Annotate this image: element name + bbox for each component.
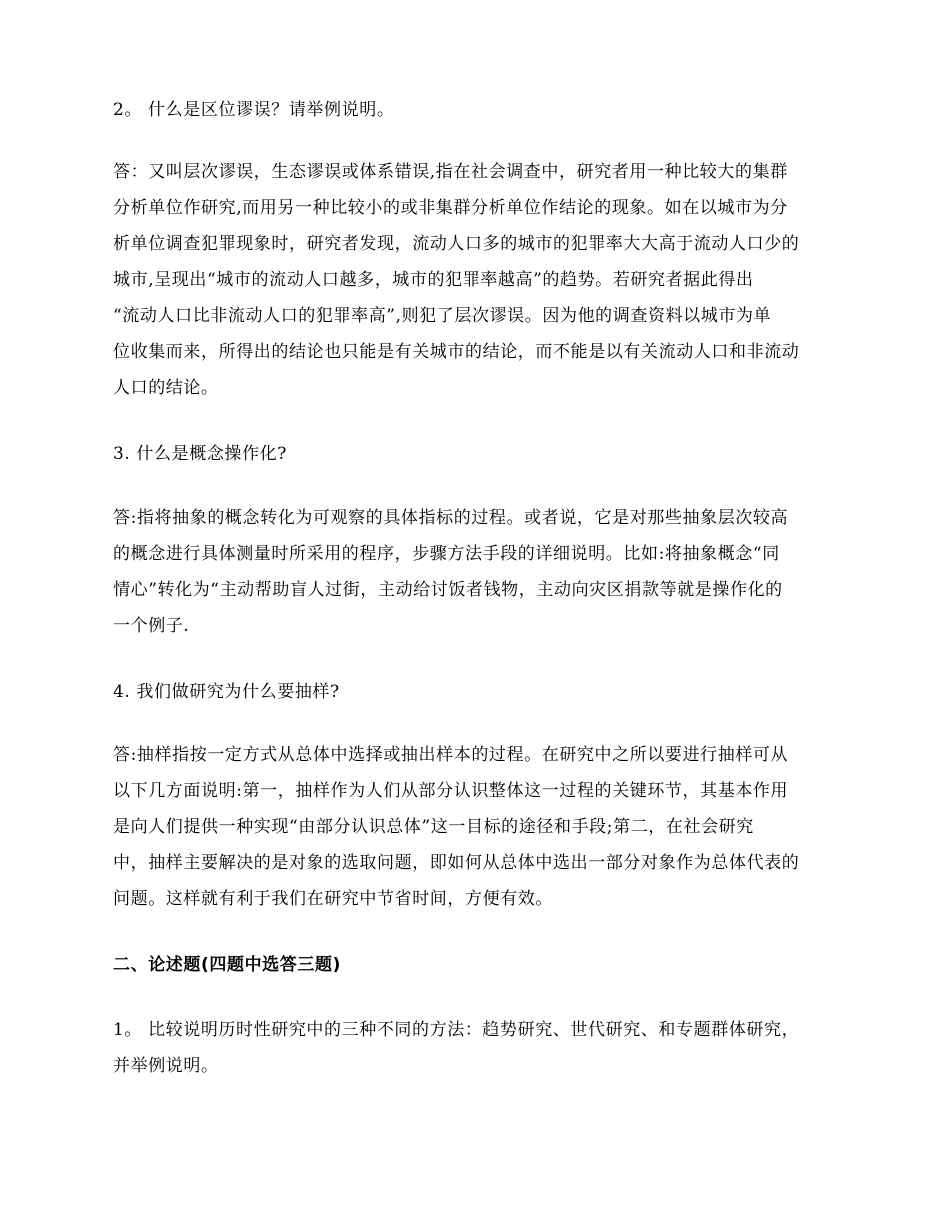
answer-2-line: 人口的结论。 (113, 378, 219, 398)
answer-2-line: “流动人口比非流动人口的犯罪率高”,则犯了层次谬误。因为他的调查资料以城市为单 (113, 306, 772, 326)
section-2-heading (113, 947, 843, 983)
answer-3-line: 情心”转化为“主动帮助盲人过街，主动给讨饭者钱物，主动向灾区捐款等就是操作化的 (113, 580, 783, 600)
question-3 (113, 436, 843, 472)
answer-4-line: 是向人们提供一种实现“由部分认识总体”这一目标的途径和手段;第二，在社会研究 (113, 817, 754, 837)
section-2-question-1 (113, 1012, 843, 1084)
answer-3-line: 一个例子. (113, 616, 190, 636)
answer-2 (113, 154, 843, 406)
answer-3 (113, 500, 843, 644)
question-3-text: 3. 什么是概念操作化? (113, 444, 287, 464)
question-4 (113, 674, 843, 710)
answer-4-line: 答:抽样指按一定方式从总体中选择或抽出样本的过程。在研究中之所以要进行抽样可从 (113, 745, 789, 765)
answer-4 (113, 737, 843, 917)
answer-4-line: 问题。这样就有利于我们在研究中节省时间，方便有效。 (113, 889, 553, 909)
question-2-text: 2。 什么是区位谬误？请举例说明。 (113, 100, 395, 120)
answer-4-line: 中，抽样主要解决的是对象的选取问题，即如何从总体中选出一部分对象作为总体代表的 (113, 853, 800, 873)
answer-3-line: 的概念进行具体测量时所采用的程序，步骤方法手段的详细说明。比如:将抽象概念“同 (113, 544, 780, 564)
section-2-question-1-line: 1。 比较说明历时性研究中的三种不同的方法：趋势研究、世代研究、和专题群体研究， (113, 1020, 800, 1040)
question-2 (113, 92, 843, 128)
answer-2-line: 位收集而来，所得出的结论也只能是有关城市的结论，而不能是以有关流动人口和非流动 (113, 342, 800, 362)
section-heading-text: 二、论述题(四题中选答三题) (113, 955, 341, 975)
answer-3-line: 答:指将抽象的概念转化为可观察的具体指标的过程。或者说，它是对那些抽象层次较高 (113, 508, 789, 528)
answer-2-line: 析单位调查犯罪现象时，研究者发现，流动人口多的城市的犯罪率大大高于流动人口少的 (113, 234, 800, 254)
answer-2-line: 答：又叫层次谬误，生态谬误或体系错误,指在社会调查中，研究者用一种比较大的集群 (113, 162, 788, 182)
answer-2-line: 分析单位作研究,而用另一种比较小的或非集群分析单位作结论的现象。如在以城市为分 (113, 198, 788, 218)
question-4-text: 4. 我们做研究为什么要抽样? (113, 682, 340, 702)
section-2-question-1-line: 并举例说明。 (113, 1056, 219, 1076)
answer-2-line: 城市,呈现出“城市的流动人口越多，城市的犯罪率越高”的趋势。若研究者据此得出 (113, 270, 754, 290)
answer-4-line: 以下几方面说明:第一，抽样作为人们从部分认识整体这一过程的关键环节，其基本作用 (113, 781, 789, 801)
